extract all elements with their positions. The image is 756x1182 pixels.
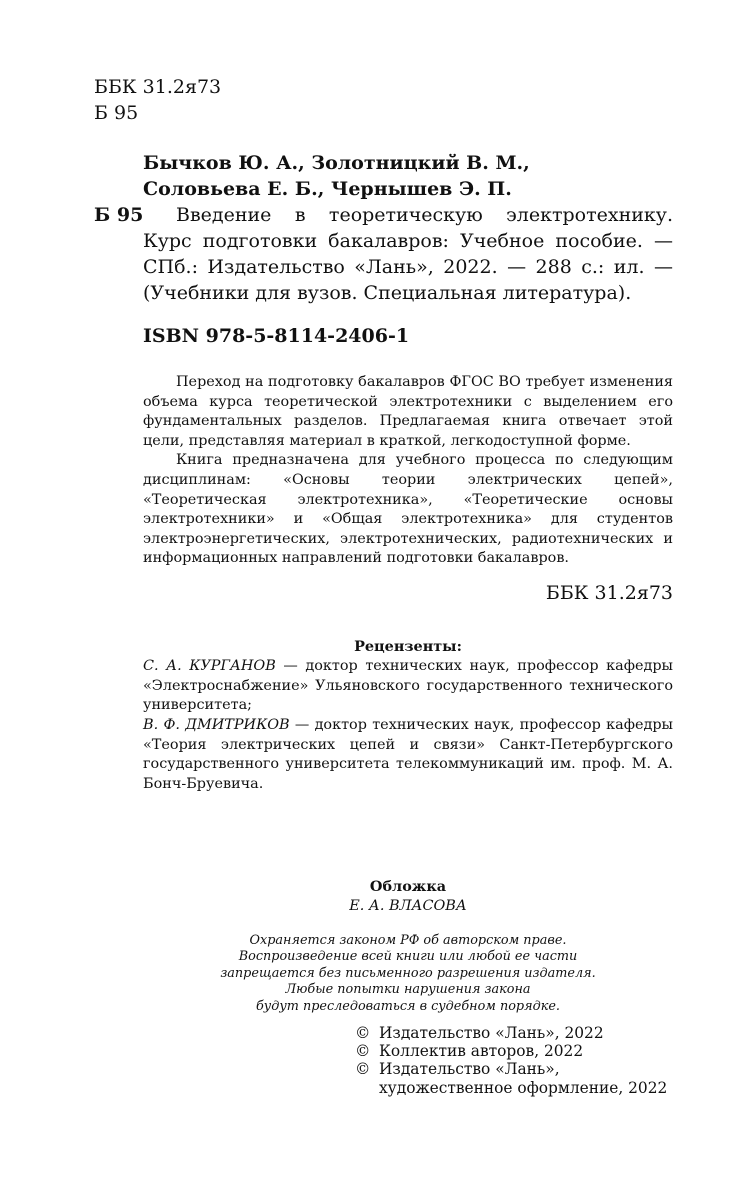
copyright-symbol: ©: [355, 1042, 371, 1061]
legal-line: Любые попытки нарушения закона: [285, 982, 531, 998]
copyright-row: [355, 1024, 667, 1042]
copyright-symbol: ©: [355, 1060, 371, 1079]
entry-code: Б 95: [94, 204, 144, 226]
legal-line: Воспроизведение всей книги или любой ее части: [238, 949, 578, 965]
authors-line-2: Соловьева Е. Б., Чернышев Э. П.: [143, 178, 512, 200]
copyright-notice: [143, 933, 673, 1015]
isbn: ISBN 978-5-8114-2406-1: [143, 325, 410, 347]
reviewer-1: [143, 657, 673, 716]
copyright-line: Издательство «Лань»,: [379, 1060, 560, 1079]
copyright-row: [355, 1060, 667, 1078]
bbk-code-right: ББК 31.2я73: [545, 582, 673, 604]
copyright-line: Коллектив авторов, 2022: [379, 1042, 584, 1061]
reviewer-2-text: — доктор технических наук, профессор кафедры «Теория электрических цепей и связи» Санкт-Петербургского государственного университета телекоммуникаций им. проф. М. А. Бонч-Бруевича.: [143, 717, 673, 792]
legal-line: запрещается без письменного разрешения издателя.: [220, 965, 596, 981]
bibliographic-description: [143, 202, 673, 306]
annotation: [143, 373, 673, 569]
description-text: Введение в теоретическую электротехнику. Курс подготовки бакалавров: Учебное пособие. — СПб.: Издательство «Лань», 2022. — 288 с.: ил. — (Учебники для вузов. Специальная литература).: [143, 204, 673, 304]
cover-credit: [143, 877, 673, 916]
bbk-code: ББК 31.2я73: [94, 76, 222, 98]
authors: [143, 150, 530, 202]
copyright-row: [355, 1042, 667, 1060]
authors-line-1: Бычков Ю. А., Золотницкий В. М.,: [143, 152, 530, 174]
reviewer-1-name: С. А. КУРГАНОВ: [143, 658, 276, 674]
author-mark: Б 95: [94, 102, 139, 124]
reviewer-2-name: В. Ф. ДМИТРИКОВ: [143, 717, 290, 733]
cover-artist: Е. А. ВЛАСОВА: [349, 897, 467, 914]
bbk-header: [94, 74, 221, 126]
copyright-block: [355, 1024, 667, 1097]
legal-line: Охраняется законом РФ об авторском праве.: [249, 933, 567, 948]
reviewers-title: Рецензенты:: [354, 638, 462, 655]
copyright-symbol: ©: [355, 1024, 371, 1042]
annotation-paragraph-2: Книга предназначена для учебного процесса по следующим дисциплинам: «Основы теории электрических цепей», «Теоретическая электротехника», «Теоретические основы электротехники» и «Общая электротехника» для студентов электроэнергетических, электротехнических, радиотехнических и информационных направлений подготовки бакалавров.: [143, 452, 673, 567]
reviewer-2: [143, 716, 673, 794]
legal-line: будут преследоваться в судебном порядке.: [256, 998, 560, 1014]
annotation-paragraph-1: Переход на подготовку бакалавров ФГОС ВО требует изменения объема курса теоретической электротехники с выделением его фундаментальных разделов. Предлагаемая книга отвечает этой цели, представляя материал в краткой, легкодоступной форме.: [143, 374, 673, 449]
copyright-line: Издательство «Лань», 2022: [379, 1024, 604, 1042]
copyright-continuation: художественное оформление, 2022: [379, 1078, 668, 1097]
cover-label: Обложка: [369, 878, 447, 895]
reviewer-1-text: — доктор технических наук, профессор кафедры «Электроснабжение» Ульяновского государственного технического университета;: [143, 658, 673, 714]
